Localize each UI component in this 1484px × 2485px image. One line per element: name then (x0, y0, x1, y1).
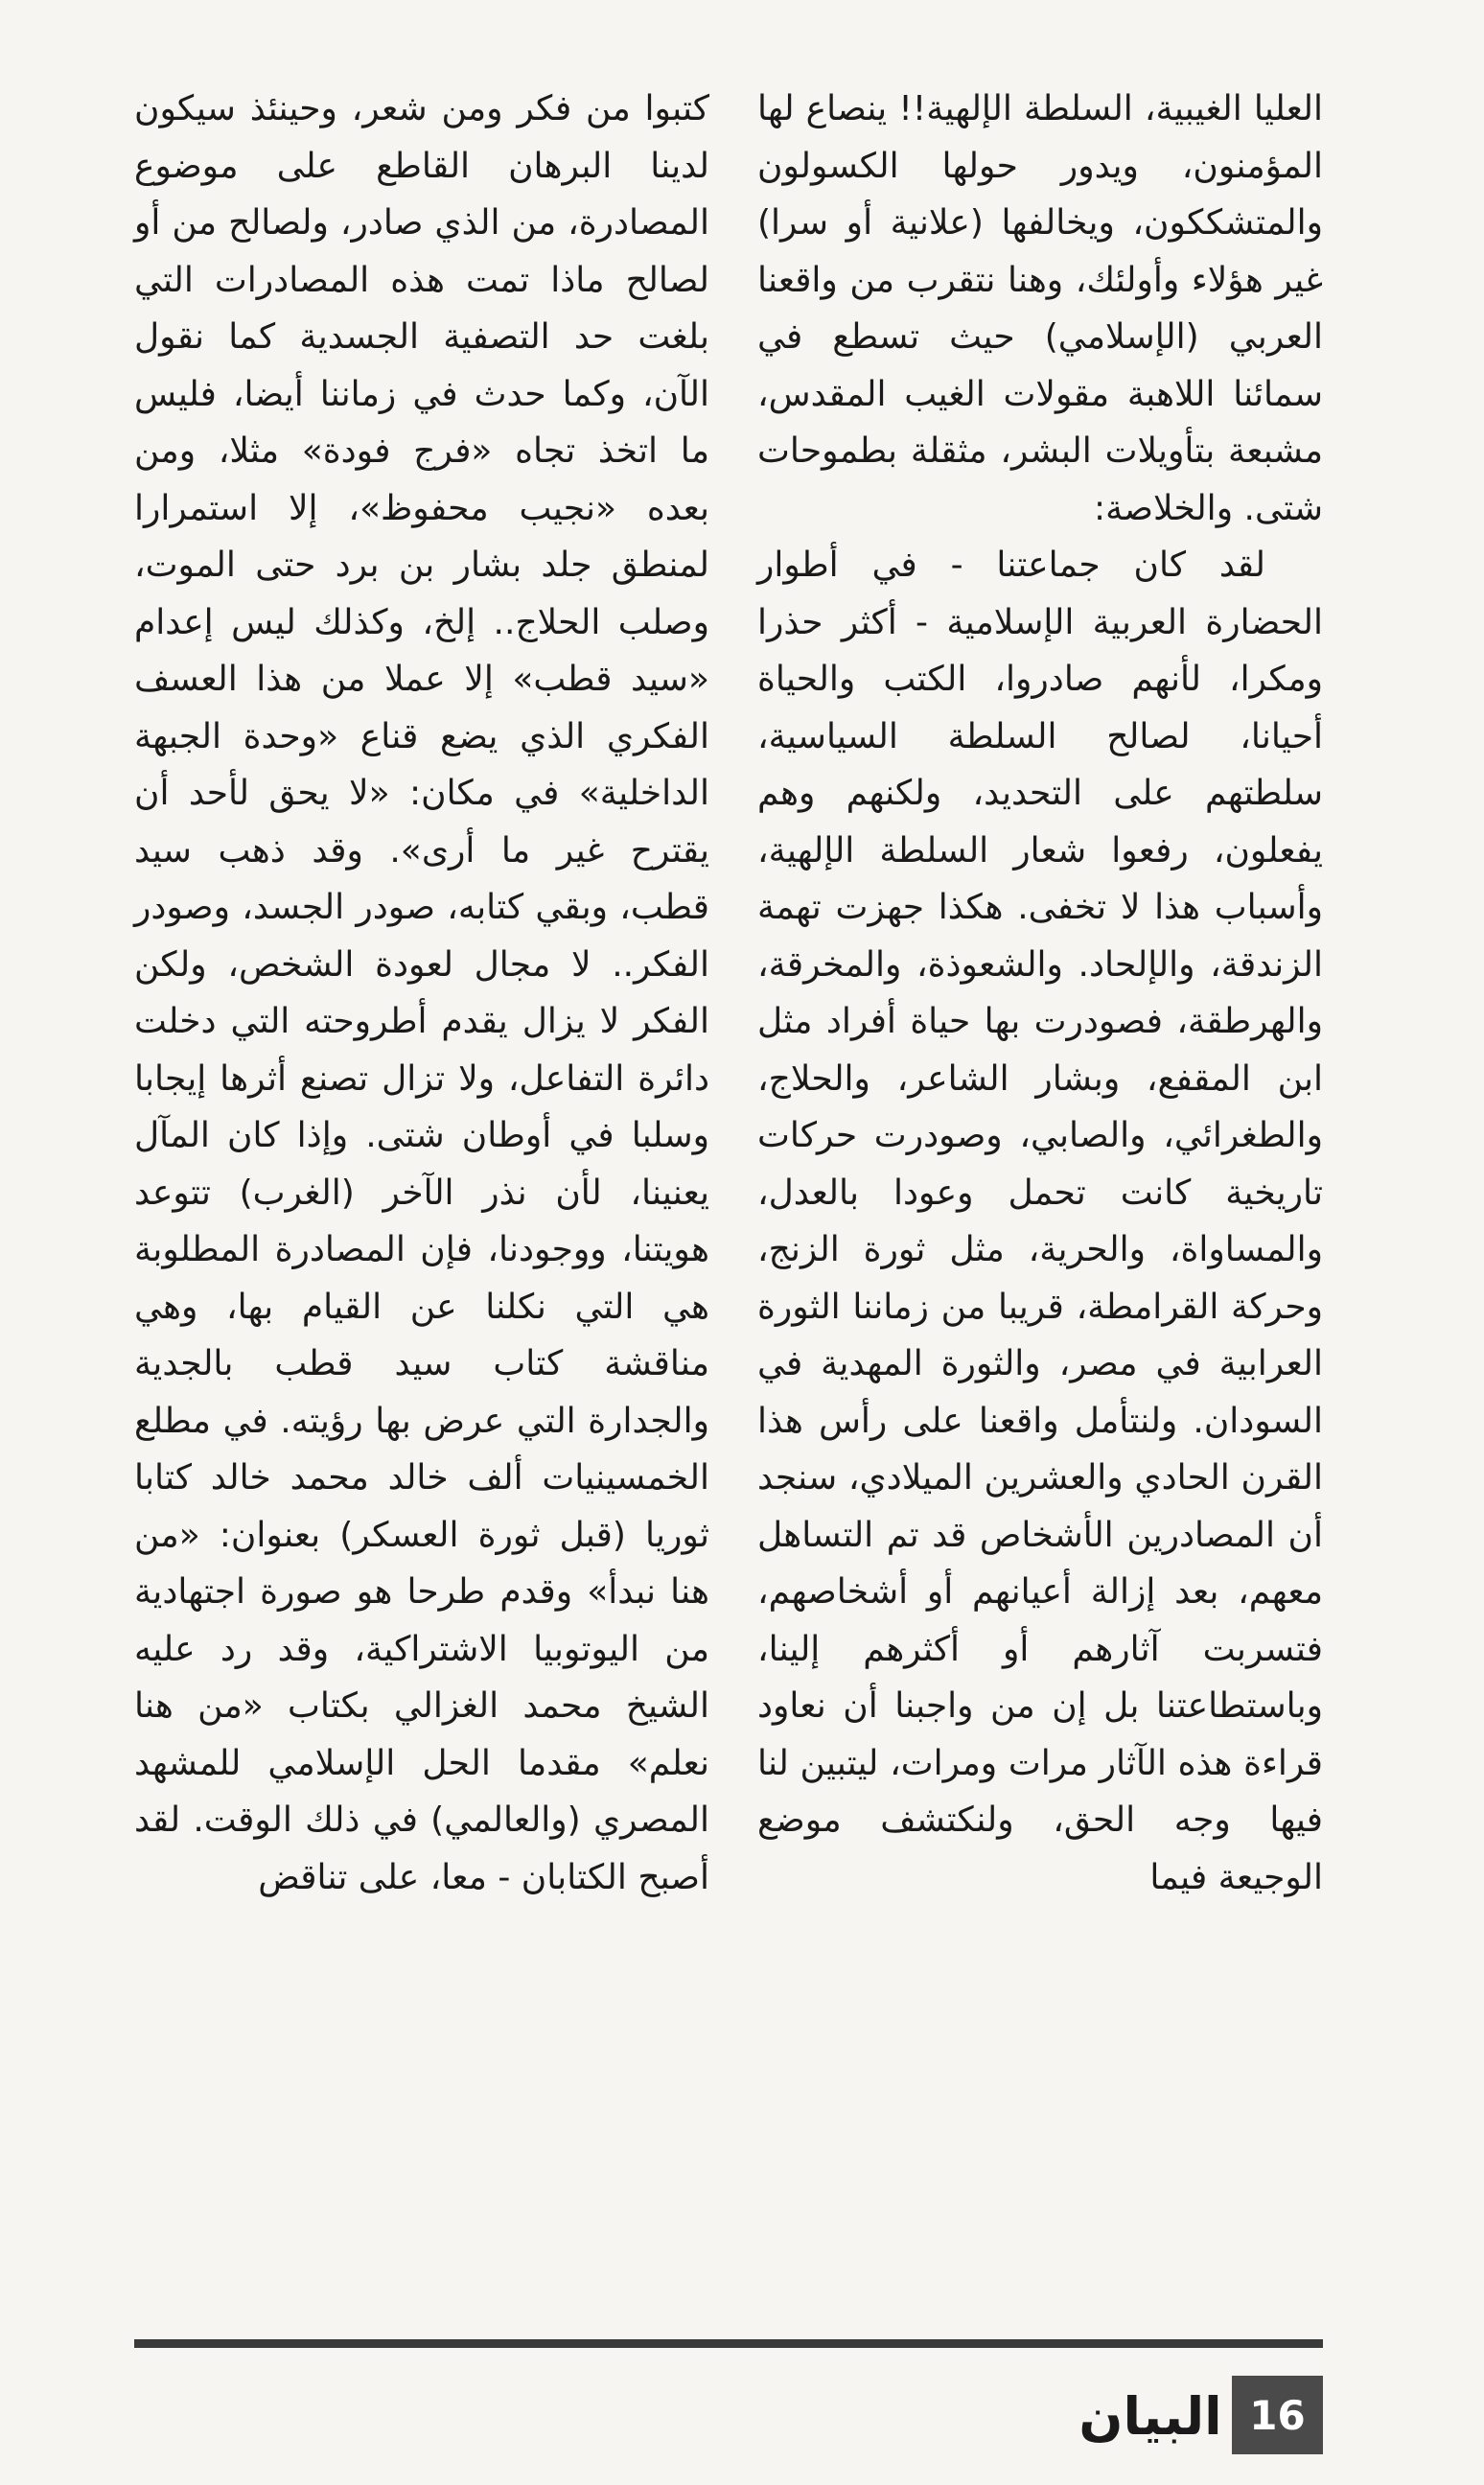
article-column-right (757, 81, 1323, 2286)
footer-divider (134, 2339, 1323, 2348)
paragraph: العليا الغيبية، السلطة الإلهية!! ينصاع لها المؤمنون، ويدور حولها الكسولون والمتشككون، ويخالفها (علانية أو سرا) غير هؤلاء وأولئك، وهنا نتقرب من واقعنا العربي (الإسلامي) حيث تسطع في سمائنا اللاهبة مقولات الغيب المقدس، مشبعة بتأويلات البشر، مثقلة بطموحات شتى. والخلاصة: (757, 89, 1323, 528)
page-number (1232, 2376, 1323, 2454)
article-column-left (134, 81, 709, 2286)
paragraph: لقد كان جماعتنا - في أطوار الحضارة العربية الإسلامية - أكثر حذرا ومكرا، لأنهم صادروا، الكتب والحياة أحيانا، لصالح السلطة السياسية، سلطتهم على التحديد، ولكنهم وهم يفعلون، رفعوا شعار السلطة الإلهية، وأسباب هذا لا تخفى. هكذا جهزت تهمة الزندقة، والإلحاد. والشعوذة، والمخرقة، والهرطقة، فصودرت بها حياة أفراد مثل ابن المقفع، وبشار الشاعر، والحلاج، والطغرائي، والصابي، وصودرت حركات تاريخية كانت تحمل وعودا بالعدل، والمساواة، والحرية، مثل ثورة الزنج، وحركة القرامطة، قريبا من زماننا الثورة العرابية في مصر، والثورة المهدية في السودان. ولنتأمل واقعنا على رأس هذا القرن الحادي والعشرين الميلادي، سنجد أن المصادرين الأشخاص قد تم التساهل معهم، بعد إزالة أعيانهم أو أشخاصهم، فتسربت آثارهم أو أكثرهم إلينا، وباستطاعتنا بل إن من واجبنا أن نعاود قراءة هذه الآثار مرات ومرات، ليتبين لنا فيها وجه الحق، ولنكتشف موضع الوجيعة فيما (757, 546, 1323, 1897)
logo-text: البيان (1078, 2385, 1222, 2447)
magazine-logo (1078, 2378, 1222, 2454)
paragraph: كتبوا من فكر ومن شعر، وحينئذ سيكون لدينا البرهان القاطع على موضوع المصادرة، من الذي صادر، ولصالح من أو لصالح ماذا تمت هذه المصادرات التي بلغت حد التصفية الجسدية كما نقول الآن، وكما حدث في زماننا أيضا، فليس ما اتخذ تجاه «فرج فودة» مثلا، ومن بعده «نجيب محفوظ»، إلا استمرارا لمنطق جلد بشار بن برد حتى الموت، وصلب الحلاج.. إلخ، وكذلك ليس إعدام «سيد قطب» إلا عملا من هذا العسف الفكري الذي يضع قناع «وحدة الجبهة الداخلية» في مكان: «لا يحق لأحد أن يقترح غير ما أرى». وقد ذهب سيد قطب، وبقي كتابه، صودر الجسد، وصودر الفكر.. لا مجال لعودة الشخص، ولكن الفكر لا يزال يقدم أطروحته التي دخلت دائرة التفاعل، ولا تزال تصنع أثرها إيجابا وسلبا في أوطان شتى. وإذا كان المآل يعنينا، لأن نذر الآخر (الغرب) تتوعد هويتنا، ووجودنا، فإن المصادرة المطلوبة هي التي نكلنا عن القيام بها، وهي مناقشة كتاب سيد قطب بالجدية والجدارة التي عرض بها رؤيته. في مطلع الخمسينيات ألف خالد محمد خالد كتابا ثوريا (قبل ثورة العسكر) بعنوان: «من هنا نبدأ» وقدم طرحا هو صورة اجتهادية من اليوتوبيا الاشتراكية، وقد رد عليه الشيخ محمد الغزالي بكتاب «من هنا نعلم» مقدما الحل الإسلامي للمشهد المصري (والعالمي) في ذلك الوقت. لقد أصبح الكتابان - معا، على تناقض (134, 89, 709, 1897)
page-number-text: 16 (1249, 2391, 1306, 2439)
